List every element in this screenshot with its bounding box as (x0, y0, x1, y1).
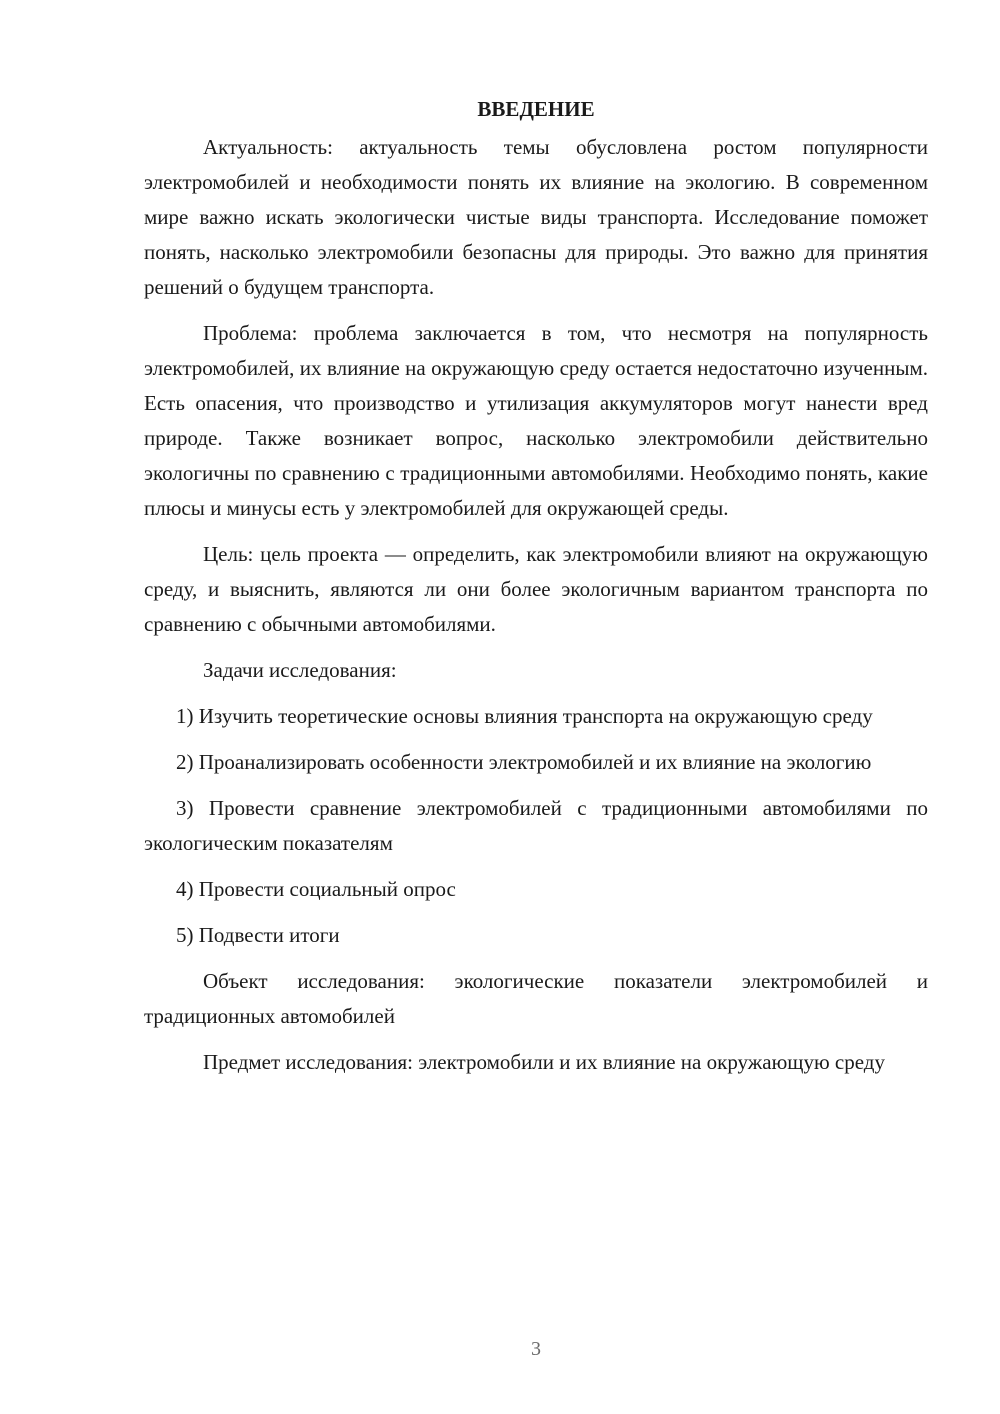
page-number: 3 (531, 1338, 541, 1360)
paragraph-object: Объект исследования: экологические показатели электромобилей и традиционных автомобилей (144, 969, 928, 1028)
paragraph-goal: Цель: цель проекта — определить, как электромобили влияют на окружающую среду, и выяснить, являются ли они более экологичным вариантом транспорта по сравнению с обычными автомобилями. (144, 542, 928, 636)
task-item-3: 3) Провести сравнение электромобилей с традиционными автомобилями по экологическим показателям (144, 796, 928, 855)
task-item-1: 1) Изучить теоретические основы влияния транспорта на окружающую среду (176, 704, 873, 728)
task-item-4: 4) Провести социальный опрос (176, 877, 456, 901)
paragraph-subject: Предмет исследования: электромобили и их влияние на окружающую среду (203, 1050, 885, 1074)
page-title: ВВЕДЕНИЕ (477, 97, 595, 121)
tasks-heading: Задачи исследования: (203, 658, 397, 682)
task-item-5: 5) Подвести итоги (176, 923, 340, 947)
task-item-2: 2) Проанализировать особенности электромобилей и их влияние на экологию (176, 750, 872, 774)
paragraph-relevance: Актуальность: актуальность темы обусловлена ростом популярности электромобилей и необходимости понять их влияние на экологию. В современном мире важно искать экологически чистые виды транспорта. Исследование поможет понять, насколько электромобили безопасны для природы. Это важно для принятия решений о будущем транспорта. (144, 135, 928, 299)
page-content (144, 92, 928, 1091)
paragraph-problem: Проблема: проблема заключается в том, что несмотря на популярность электромобилей, их влияние на окружающую среду остается недостаточно изученным. Есть опасения, что производство и утилизация аккумуляторов могут нанести вред природе. Также возникает вопрос, насколько электромобили действительно экологичны по сравнению с традиционными автомобилями. Необходимо понять, какие плюсы и минусы есть у электромобилей для окружающей среды. (144, 321, 928, 520)
